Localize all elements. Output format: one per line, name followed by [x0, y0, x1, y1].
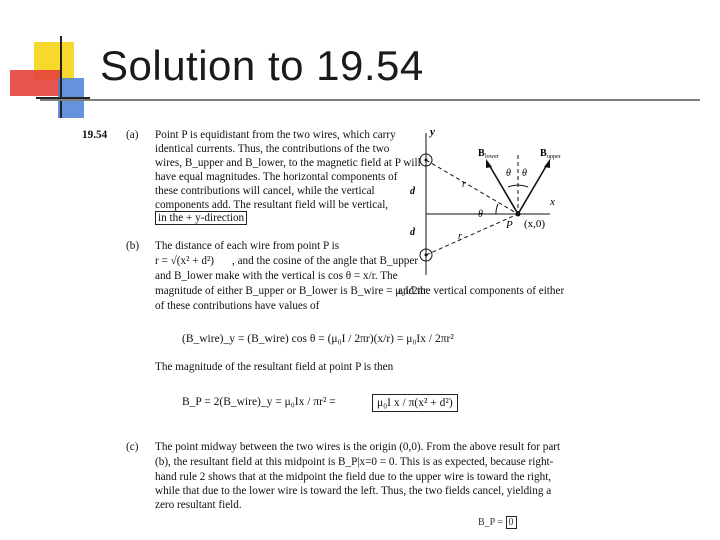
b-upper-label: B [540, 148, 547, 159]
part-a-answer-box: in the + y-direction [155, 211, 247, 225]
part-b-line4a: magnitude of either B_upper or B_lower is B_wire = μ₀I/2πr [155, 285, 427, 297]
theta-arc-axis [496, 204, 498, 214]
b-upper-arrowhead [544, 159, 550, 168]
part-c-answer-wrap [478, 516, 517, 530]
part-a-line: components add. The resultant field will be vertical, [155, 199, 389, 211]
d-label-upper: d [410, 186, 415, 197]
part-c-line: while that due to the lower wire is toward the left. Thus, the two fields cancel, yielding a [155, 485, 552, 497]
equation-b-answer-box: μ₀I x / π(x² + d²) [372, 394, 458, 412]
upper-wire-dot [425, 159, 428, 162]
part-a-label: (a) [126, 129, 139, 141]
part-b-line6: The magnitude of the resultant field at point P is then [155, 361, 394, 373]
b-upper-subscript: upper [547, 154, 561, 160]
part-b-label: (b) [126, 240, 140, 252]
theta-label-axis: θ [478, 209, 483, 220]
r-lower-line [426, 214, 518, 255]
x-axis-label: x [550, 196, 555, 208]
part-b-line4b: and the vertical components of either [398, 285, 565, 297]
part-c-label: (c) [126, 441, 139, 453]
theta-label-left: θ [506, 168, 511, 179]
problem-number: 19.54 [82, 129, 108, 141]
part-a-line: have equal magnitudes. The horizontal components of [155, 171, 398, 183]
part-a-line: Point P is equidistant from the two wires, which carry [155, 129, 396, 141]
part-b-line3: and B_lower make with the vertical is cos θ = x/r. The [155, 270, 398, 282]
b-lower-label: B [478, 148, 485, 159]
deco-red-square [10, 70, 60, 96]
r-upper-line [426, 160, 518, 214]
theta-label-right: θ [522, 168, 527, 179]
part-b-line2a: r = √(x² + d²) [155, 255, 215, 267]
point-p-coordinates: (x,0) [524, 218, 546, 230]
part-a-answer-wrap [155, 211, 247, 225]
r-label-lower: r [458, 231, 462, 242]
point-p-label: P [506, 219, 513, 231]
b-lower-subscript: lower [485, 154, 499, 160]
lower-wire-dot [425, 254, 428, 257]
y-axis-label: y [430, 126, 435, 138]
part-c-answer-label: B_P = [478, 517, 506, 528]
equation-b-resultant: B_P = 2(B_wire)_y = μ₀Ix / πr² = [182, 396, 336, 408]
part-b-line5: of these contributions have values of [155, 300, 320, 312]
deco-vertical-line [60, 36, 62, 118]
title-divider [40, 99, 700, 101]
part-a-line: wires, B_upper and B_lower, to the magnetic field at P will [155, 157, 421, 169]
b-lower-arrowhead [486, 159, 492, 168]
part-c-line: zero resultant field. [155, 499, 242, 511]
part-b-line2b: , and the cosine of the angle that B_upper [232, 255, 419, 267]
part-c-answer-box: 0 [506, 516, 517, 529]
part-a-line: identical currents. Thus, the contributions of the two [155, 143, 390, 155]
part-c-line: hand rule 2 shows that at the midpoint the field due to the upper wire is toward the right, [155, 471, 552, 483]
part-b-line1: The distance of each wire from point P is [155, 240, 340, 252]
equation-b-vertical-component: (B_wire)_y = (B_wire) cos θ = (μ₀I / 2πr)(x/r) = μ₀Ix / 2πr² [182, 333, 454, 345]
b-lower-vector [488, 163, 518, 214]
slide-title: Solution to 19.54 [100, 42, 424, 89]
part-c-line: The point midway between the two wires is the origin (0,0). From the above result for part [155, 441, 561, 453]
d-label-lower: d [410, 227, 415, 238]
part-c-line: (b), the resultant field at this midpoint is B_P|x=0 = 0. This is as expected, because right- [155, 456, 554, 468]
field-diagram [400, 125, 570, 280]
part-a-line: these contributions will cancel, while the vertical [155, 185, 375, 197]
r-label-upper: r [462, 179, 466, 190]
